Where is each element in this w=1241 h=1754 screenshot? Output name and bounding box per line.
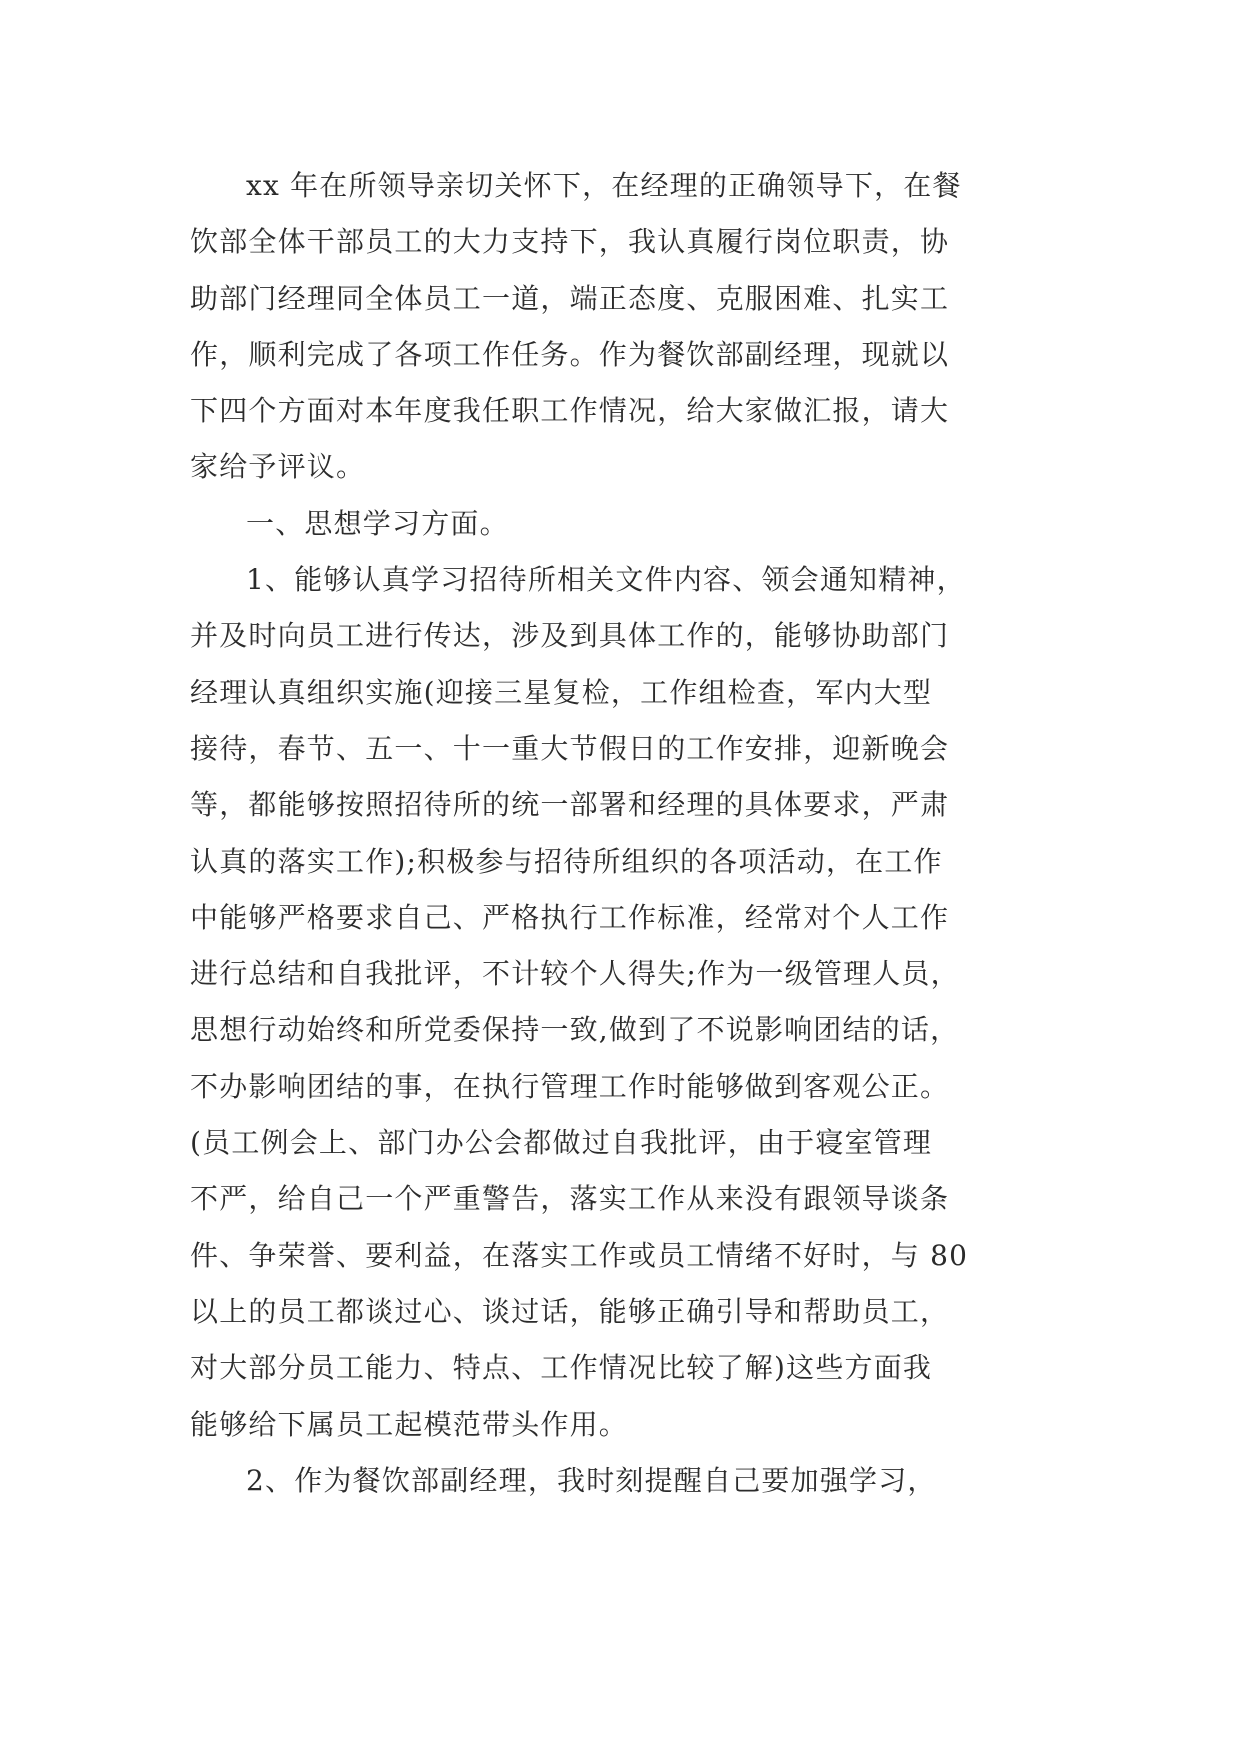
text-line: 一、思想学习方面。 — [246, 506, 509, 540]
text-line: 助部门经理同全体员工一道，端正态度、克服困难、扎实工 — [190, 281, 950, 315]
paragraph-item-2 — [190, 1453, 1048, 1509]
text-line: 接待，春节、五一、十一重大节假日的工作安排，迎新晚会 — [190, 731, 950, 765]
text-line: 等，都能够按照招待所的统一部署和经理的具体要求，严肃 — [190, 788, 950, 822]
document-body — [190, 158, 1048, 1509]
text-line: 作，顺利完成了各项工作任务。作为餐饮部副经理，现就以 — [190, 337, 950, 371]
text-line: 不办影响团结的事，在执行管理工作时能够做到客观公正。 — [190, 1069, 950, 1103]
text-line: 家给予评议。 — [190, 450, 366, 484]
text-line: 件、争荣誉、要利益，在落实工作或员工情绪不好时，与 80 — [190, 1238, 969, 1272]
paragraph-intro — [190, 158, 1048, 496]
text-line: 饮部全体干部员工的大力支持下，我认真履行岗位职责，协 — [190, 225, 950, 259]
text-line: 中能够严格要求自己、严格执行工作标准，经常对个人工作 — [190, 900, 950, 934]
text-line: 进行总结和自我批评，不计较个人得失;作为一级管理人员， — [190, 957, 960, 991]
text-line: 思想行动始终和所党委保持一致,做到了不说影响团结的话， — [190, 1013, 960, 1047]
text-line: 以上的员工都谈过心、谈过话，能够正确引导和帮助员工， — [190, 1294, 950, 1328]
text-line: 并及时向员工进行传达，涉及到具体工作的，能够协助部门 — [190, 619, 950, 653]
text-line: 下四个方面对本年度我任职工作情况，给大家做汇报，请大 — [190, 394, 950, 428]
text-line: 2、作为餐饮部副经理，我时刻提醒自己要加强学习， — [246, 1463, 937, 1497]
text-line: 能够给下属员工起模范带头作用。 — [190, 1407, 629, 1441]
section-heading — [190, 496, 1048, 552]
paragraph-item-1 — [190, 552, 1048, 1453]
text-line: (员工例会上、部门办公会都做过自我批评，由于寝室管理 — [190, 1126, 933, 1160]
text-line: 认真的落实工作);积极参与招待所组织的各项活动，在工作 — [190, 844, 943, 878]
text-line: 不严，给自己一个严重警告，落实工作从来没有跟领导谈条 — [190, 1182, 950, 1216]
text-line: 对大部分员工能力、特点、工作情况比较了解)这些方面我 — [190, 1351, 933, 1385]
text-line: 1、能够认真学习招待所相关文件内容、领会通知精神， — [246, 563, 966, 597]
text-line: xx 年在所领导亲切关怀下，在经理的正确领导下，在餐 — [246, 169, 962, 202]
text-line: 经理认真组织实施(迎接三星复检，工作组检查，军内大型 — [190, 675, 933, 709]
